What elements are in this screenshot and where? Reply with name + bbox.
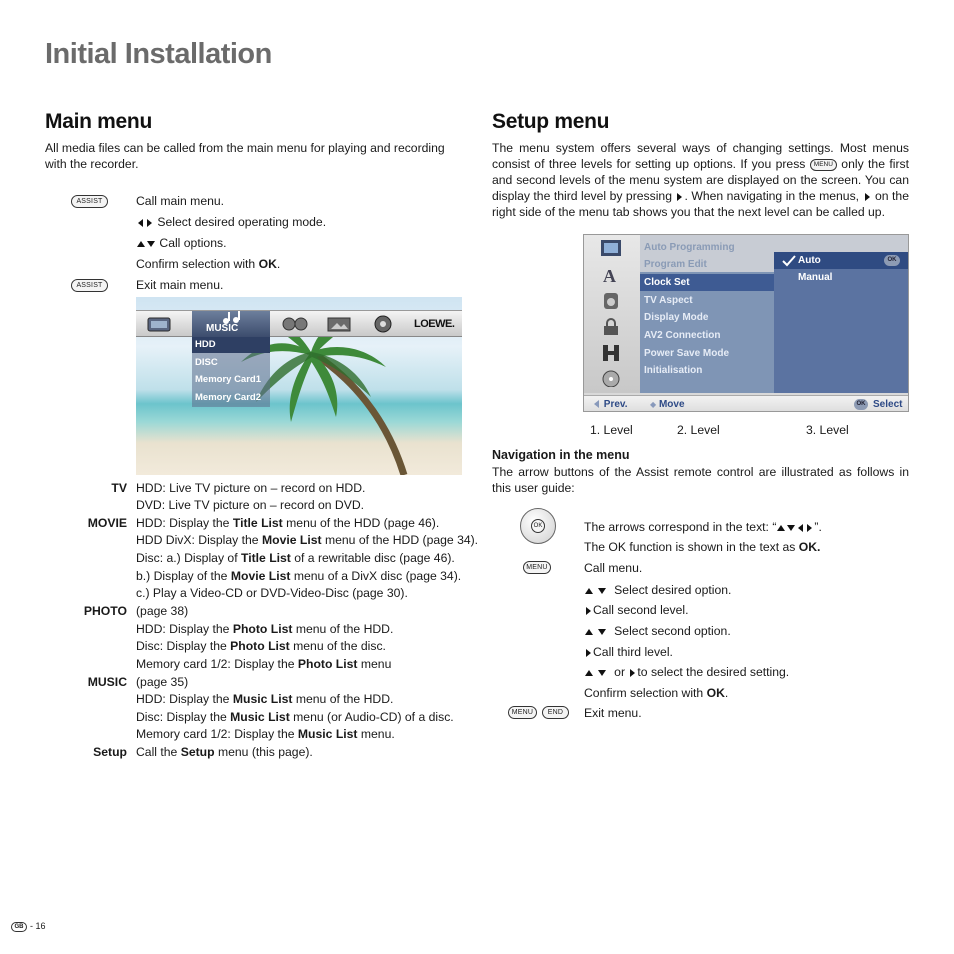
setup-menu-screenshot xyxy=(583,234,909,412)
main-menu-heading: Main menu xyxy=(45,110,152,133)
mode-label-photo: PHOTO xyxy=(83,604,127,618)
mode-label-setup: Setup xyxy=(93,745,127,759)
nav-arrows-line xyxy=(584,519,822,535)
menu-button-exit[interactable]: MENU xyxy=(508,706,537,719)
ok-badge: OK xyxy=(884,255,900,266)
nav-third-level xyxy=(584,644,673,660)
t: b.) Display of the xyxy=(136,569,231,583)
level-label-2: 2. Level xyxy=(677,423,720,437)
assist-button[interactable]: ASSIST xyxy=(71,195,108,208)
t: Memory card 1/2: Display the xyxy=(136,657,298,671)
option-auto-label: Auto xyxy=(798,255,821,266)
step-select-mode xyxy=(136,214,326,230)
mode-tv-line2: DVD: Live TV picture on – record on DVD. xyxy=(136,498,365,512)
mode-music-line3 xyxy=(136,726,395,742)
footer-move-label: Move xyxy=(658,399,685,410)
svg-text:A: A xyxy=(603,266,616,283)
arrow-up-icon xyxy=(585,629,593,635)
t: menu of a DivX disc (page 34). xyxy=(290,569,462,583)
mode-movie-line3 xyxy=(136,550,455,566)
arrow-right-icon xyxy=(807,524,812,532)
device-item-memory-card1[interactable]: Memory Card1 xyxy=(195,374,261,385)
movie-reel-icon xyxy=(282,315,308,333)
t: or xyxy=(614,665,626,679)
mode-photo-line0: (page 38) xyxy=(136,604,189,618)
setup-level1-list xyxy=(640,235,774,393)
mode-music-line2 xyxy=(136,709,454,725)
t: The menu system offers several ways of changing settings. Most menus consist of three levels for setting up options. If you press xyxy=(492,141,909,171)
t: menu of the HDD (page 46). xyxy=(282,516,440,530)
main-menu-tab-bar xyxy=(136,310,462,337)
setup-footer-bar xyxy=(584,395,909,412)
confirm-prefix: Confirm selection with xyxy=(136,257,259,271)
arrow-right-icon xyxy=(865,193,870,201)
step-call-options xyxy=(136,235,226,251)
t: menu (or Audio-CD) of a disc. xyxy=(289,710,454,724)
t: menu xyxy=(357,657,392,671)
tab-music[interactable] xyxy=(192,311,270,338)
page-title: Initial Installation xyxy=(45,38,272,70)
t: Call the xyxy=(136,745,181,759)
updown-icon: ◆ xyxy=(650,400,657,409)
mode-movie-line2 xyxy=(136,532,478,548)
nav-exit-menu: Exit menu. xyxy=(584,706,642,720)
t: to select the desired setting. xyxy=(637,665,790,679)
mode-label-tv: TV xyxy=(111,481,127,495)
step-call-main-menu: Call main menu. xyxy=(136,194,225,208)
mode-photo-line2 xyxy=(136,638,386,654)
level-label-3: 3. Level xyxy=(806,423,849,437)
footer-move xyxy=(650,396,685,412)
step-select-text: Select desired operating mode. xyxy=(157,215,327,229)
t: Title List xyxy=(240,551,291,565)
main-menu-intro: All media files can be called from the main menu for playing and recording with the recorder. xyxy=(45,141,445,171)
t: menu of the disc. xyxy=(289,639,386,653)
arrow-left-icon xyxy=(798,524,803,532)
setup-item-initialisation[interactable]: Initialisation xyxy=(644,365,703,376)
arrow-down-icon xyxy=(598,588,606,594)
nav-select-option xyxy=(584,582,731,598)
navigation-pad[interactable] xyxy=(520,508,556,544)
tab-music-label: MUSIC xyxy=(206,323,239,334)
t: Music List xyxy=(297,727,358,741)
t: Call second level. xyxy=(593,603,689,617)
mode-label-music: MUSIC xyxy=(87,675,127,689)
t: of a rewritable disc (page 46). xyxy=(290,551,455,565)
checkmark-icon xyxy=(782,255,796,267)
mode-photo-line1 xyxy=(136,621,393,637)
t: menu (this page). xyxy=(214,745,313,759)
mode-setup-line xyxy=(136,744,313,760)
nav-select-setting xyxy=(584,664,789,680)
level-label-1: 1. Level xyxy=(590,423,633,437)
t: HDD: Display the xyxy=(136,622,233,636)
arrow-right-icon xyxy=(147,219,152,227)
confirm-ok: OK xyxy=(258,257,277,271)
step-confirm xyxy=(136,256,280,272)
setup-item-av2-connection[interactable]: AV2 Connection xyxy=(644,330,721,341)
t: Select second option. xyxy=(614,624,731,638)
footer-select: Select xyxy=(873,399,903,410)
t: menu of the HDD. xyxy=(292,692,394,706)
setup-gear-icon xyxy=(372,314,394,334)
menu-button[interactable]: MENU xyxy=(523,561,551,574)
lock-icon xyxy=(600,317,622,335)
nav-confirm xyxy=(584,685,728,701)
ok-button[interactable]: OK xyxy=(531,519,545,533)
arrow-right-icon xyxy=(630,669,635,677)
arrow-up-icon xyxy=(585,588,593,594)
setup-item-auto-programming[interactable]: Auto Programming xyxy=(644,242,735,253)
confirm-suffix: . xyxy=(276,257,281,271)
nav-call-menu: Call menu. xyxy=(584,561,643,575)
brand-logo: LOEWE. xyxy=(414,318,455,330)
navigation-intro: The arrow buttons of the Assist remote control are illustrated as follows in this user guide: xyxy=(492,465,909,495)
device-item-disc[interactable]: DISC xyxy=(195,357,218,368)
end-button[interactable]: END xyxy=(542,706,569,719)
language-badge: GB xyxy=(11,922,27,932)
assist-button-exit[interactable]: ASSIST xyxy=(71,279,108,292)
t: The OK function is shown in the text as xyxy=(584,540,799,554)
t: Movie List xyxy=(261,533,322,547)
mode-movie-line5: c.) Play a Video-CD or DVD-Video-Disc (page 30). xyxy=(136,586,408,600)
mode-movie-line1 xyxy=(136,515,439,531)
audio-icon xyxy=(600,291,622,309)
setup-menu-intro xyxy=(492,140,909,220)
tv-icon xyxy=(146,315,174,333)
t: only the first and second levels of the menu system are displayed on the screen. You can display the third level by pressing xyxy=(492,157,909,203)
footer-prev-label: Prev. xyxy=(603,399,628,410)
t: menu of the HDD (page 34). xyxy=(321,533,479,547)
t: OK xyxy=(706,686,725,700)
recording-icon xyxy=(600,343,622,361)
mode-music-line0: (page 35) xyxy=(136,675,189,689)
t: Memory card 1/2: Display the xyxy=(136,727,298,741)
t: Setup xyxy=(180,745,215,759)
prev-arrow-icon xyxy=(594,400,599,408)
setup-item-clock-set[interactable]: Clock Set xyxy=(640,274,774,291)
mode-photo-line3 xyxy=(136,656,391,672)
t: Photo List xyxy=(232,622,293,636)
t: Photo List xyxy=(297,657,358,671)
t: Music List xyxy=(232,692,293,706)
arrow-down-icon xyxy=(787,525,795,531)
t: HDD: Display the xyxy=(136,516,233,530)
t: Title List xyxy=(232,516,283,530)
t: Disc: Display the xyxy=(136,710,231,724)
t: Disc: Display the xyxy=(136,639,231,653)
disc-icon xyxy=(600,369,622,387)
option-auto[interactable] xyxy=(774,252,909,269)
t: Select desired option. xyxy=(614,583,732,597)
arrow-down-icon xyxy=(598,670,606,676)
main-menu-screenshot xyxy=(136,297,462,475)
device-item-hdd[interactable]: HDD xyxy=(192,337,270,353)
arrow-down-icon xyxy=(147,241,155,247)
setup-item-program-edit[interactable]: Program Edit xyxy=(644,259,707,270)
navigation-heading: Navigation in the menu xyxy=(492,448,630,462)
footer-prev xyxy=(592,396,628,412)
t: Disc: a.) Display of xyxy=(136,551,241,565)
photo-icon xyxy=(326,315,352,333)
arrow-up-icon xyxy=(137,241,145,247)
nav-select-second xyxy=(584,623,731,639)
setup-item-display-mode[interactable]: Display Mode xyxy=(644,312,709,323)
arrow-right-icon xyxy=(586,607,591,615)
setup-menu-heading: Setup menu xyxy=(492,110,610,133)
menu-button-inline[interactable]: MENU xyxy=(810,159,837,171)
tv-screen-icon xyxy=(600,239,622,257)
arrow-up-icon xyxy=(777,525,785,531)
setup-item-tv-aspect[interactable]: TV Aspect xyxy=(644,295,693,306)
setup-level2-list xyxy=(774,235,909,393)
mode-tv-line1: HDD: Live TV picture on – record on HDD. xyxy=(136,481,366,495)
t: Music List xyxy=(230,710,290,724)
t: OK. xyxy=(798,540,821,554)
t: on the right side of the menu tab shows you that the next level can be called up. xyxy=(492,189,909,219)
t: Confirm selection with xyxy=(584,686,707,700)
language-a-icon xyxy=(600,265,622,283)
arrow-right-icon xyxy=(586,649,591,657)
t: Call third level. xyxy=(593,645,673,659)
t: The arrows correspond in the text: “ xyxy=(584,520,777,534)
t: menu of the HDD. xyxy=(292,622,394,636)
t: Movie List xyxy=(230,569,291,583)
mode-movie-line4 xyxy=(136,568,461,584)
t: . xyxy=(724,686,729,700)
arrow-left-icon xyxy=(138,219,143,227)
header-shade-right xyxy=(774,235,909,252)
mode-music-line1 xyxy=(136,691,393,707)
nav-second-level xyxy=(584,602,689,618)
page-number: - 16 xyxy=(30,921,46,931)
mode-label-movie: MOVIE xyxy=(87,516,127,530)
t: HDD DivX: Display the xyxy=(136,533,262,547)
t: ”. xyxy=(814,520,822,534)
option-manual[interactable]: Manual xyxy=(798,272,833,283)
t: . When navigating in the menus, xyxy=(684,189,863,203)
step-exit-main-menu: Exit main menu. xyxy=(136,278,224,292)
arrow-right-icon xyxy=(677,193,682,201)
arrow-down-icon xyxy=(598,629,606,635)
t: menu. xyxy=(357,727,395,741)
setup-icon-column xyxy=(584,235,640,393)
t: HDD: Display the xyxy=(136,692,233,706)
arrow-up-icon xyxy=(585,670,593,676)
step-options-text: Call options. xyxy=(159,236,227,250)
main-menu-device-list xyxy=(192,337,270,407)
footer-ok-badge: OK xyxy=(854,399,868,410)
setup-item-power-save-mode[interactable]: Power Save Mode xyxy=(644,348,730,359)
t: Photo List xyxy=(230,639,290,653)
device-item-memory-card2[interactable]: Memory Card2 xyxy=(195,392,261,403)
nav-ok-line xyxy=(584,539,820,555)
